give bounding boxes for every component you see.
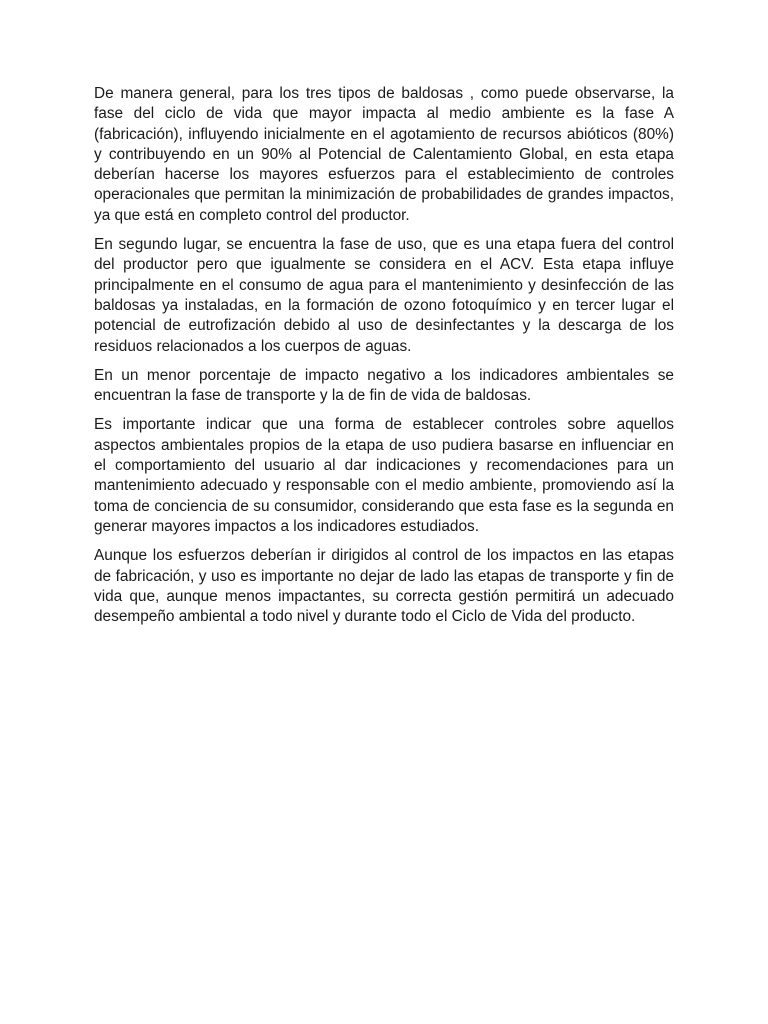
paragraph-1: De manera general, para los tres tipos de baldosas , como puede observarse, la fase del ciclo de vida que mayor impacta al medio ambiente es la fase A (fabricación), influyendo inicialmente en el agotamiento de recursos abióticos (80%) y contribuyendo en un 90% al Potencial de Calentamiento Global, en esta etapa deberían hacerse los mayores esfuerzos para el establecimiento de controles operacionales que permitan la minimización de probabilidades de grandes impactos, ya que está en completo control del productor. [94, 85, 674, 224]
paragraph-2: En segundo lugar, se encuentra la fase de uso, que es una etapa fuera del control del productor pero que igualmente se considera en el ACV. Esta etapa influye principalmente en el consumo de agua para el mantenimiento y desinfección de las baldosas ya instaladas, en la formación de ozono fotoquímico y en tercer lugar el potencial de eutrofización debido al uso de desinfectantes y la descarga de los residuos relacionados a los cuerpos de aguas. [94, 236, 674, 355]
paragraph-5: Aunque los esfuerzos deberían ir dirigidos al control de los impactos en las etapas de fabricación, y uso es importante no dejar de lado las etapas de transporte y fin de vida que, aunque menos impactantes, su correcta gestión permitirá un adecuado desempeño ambiental a todo nivel y durante todo el Ciclo de Vida del producto. [94, 547, 674, 626]
paragraph-3: En un menor porcentaje de impacto negativo a los indicadores ambientales se encuentran la fase de transporte y la de fin de vida de baldosas. [94, 366, 674, 405]
paragraph-4: Es importante indicar que una forma de establecer controles sobre aquellos aspectos ambientales propios de la etapa de uso pudiera basarse en influenciar en el comportamiento del usuario al dar indicaciones y recomendaciones para un mantenimiento adecuado y responsable con el medio ambiente, promoviendo así la toma de conciencia de su consumidor, considerando que esta fase es la segunda en generar mayores impactos a los indicadores estudiados. [94, 416, 674, 535]
